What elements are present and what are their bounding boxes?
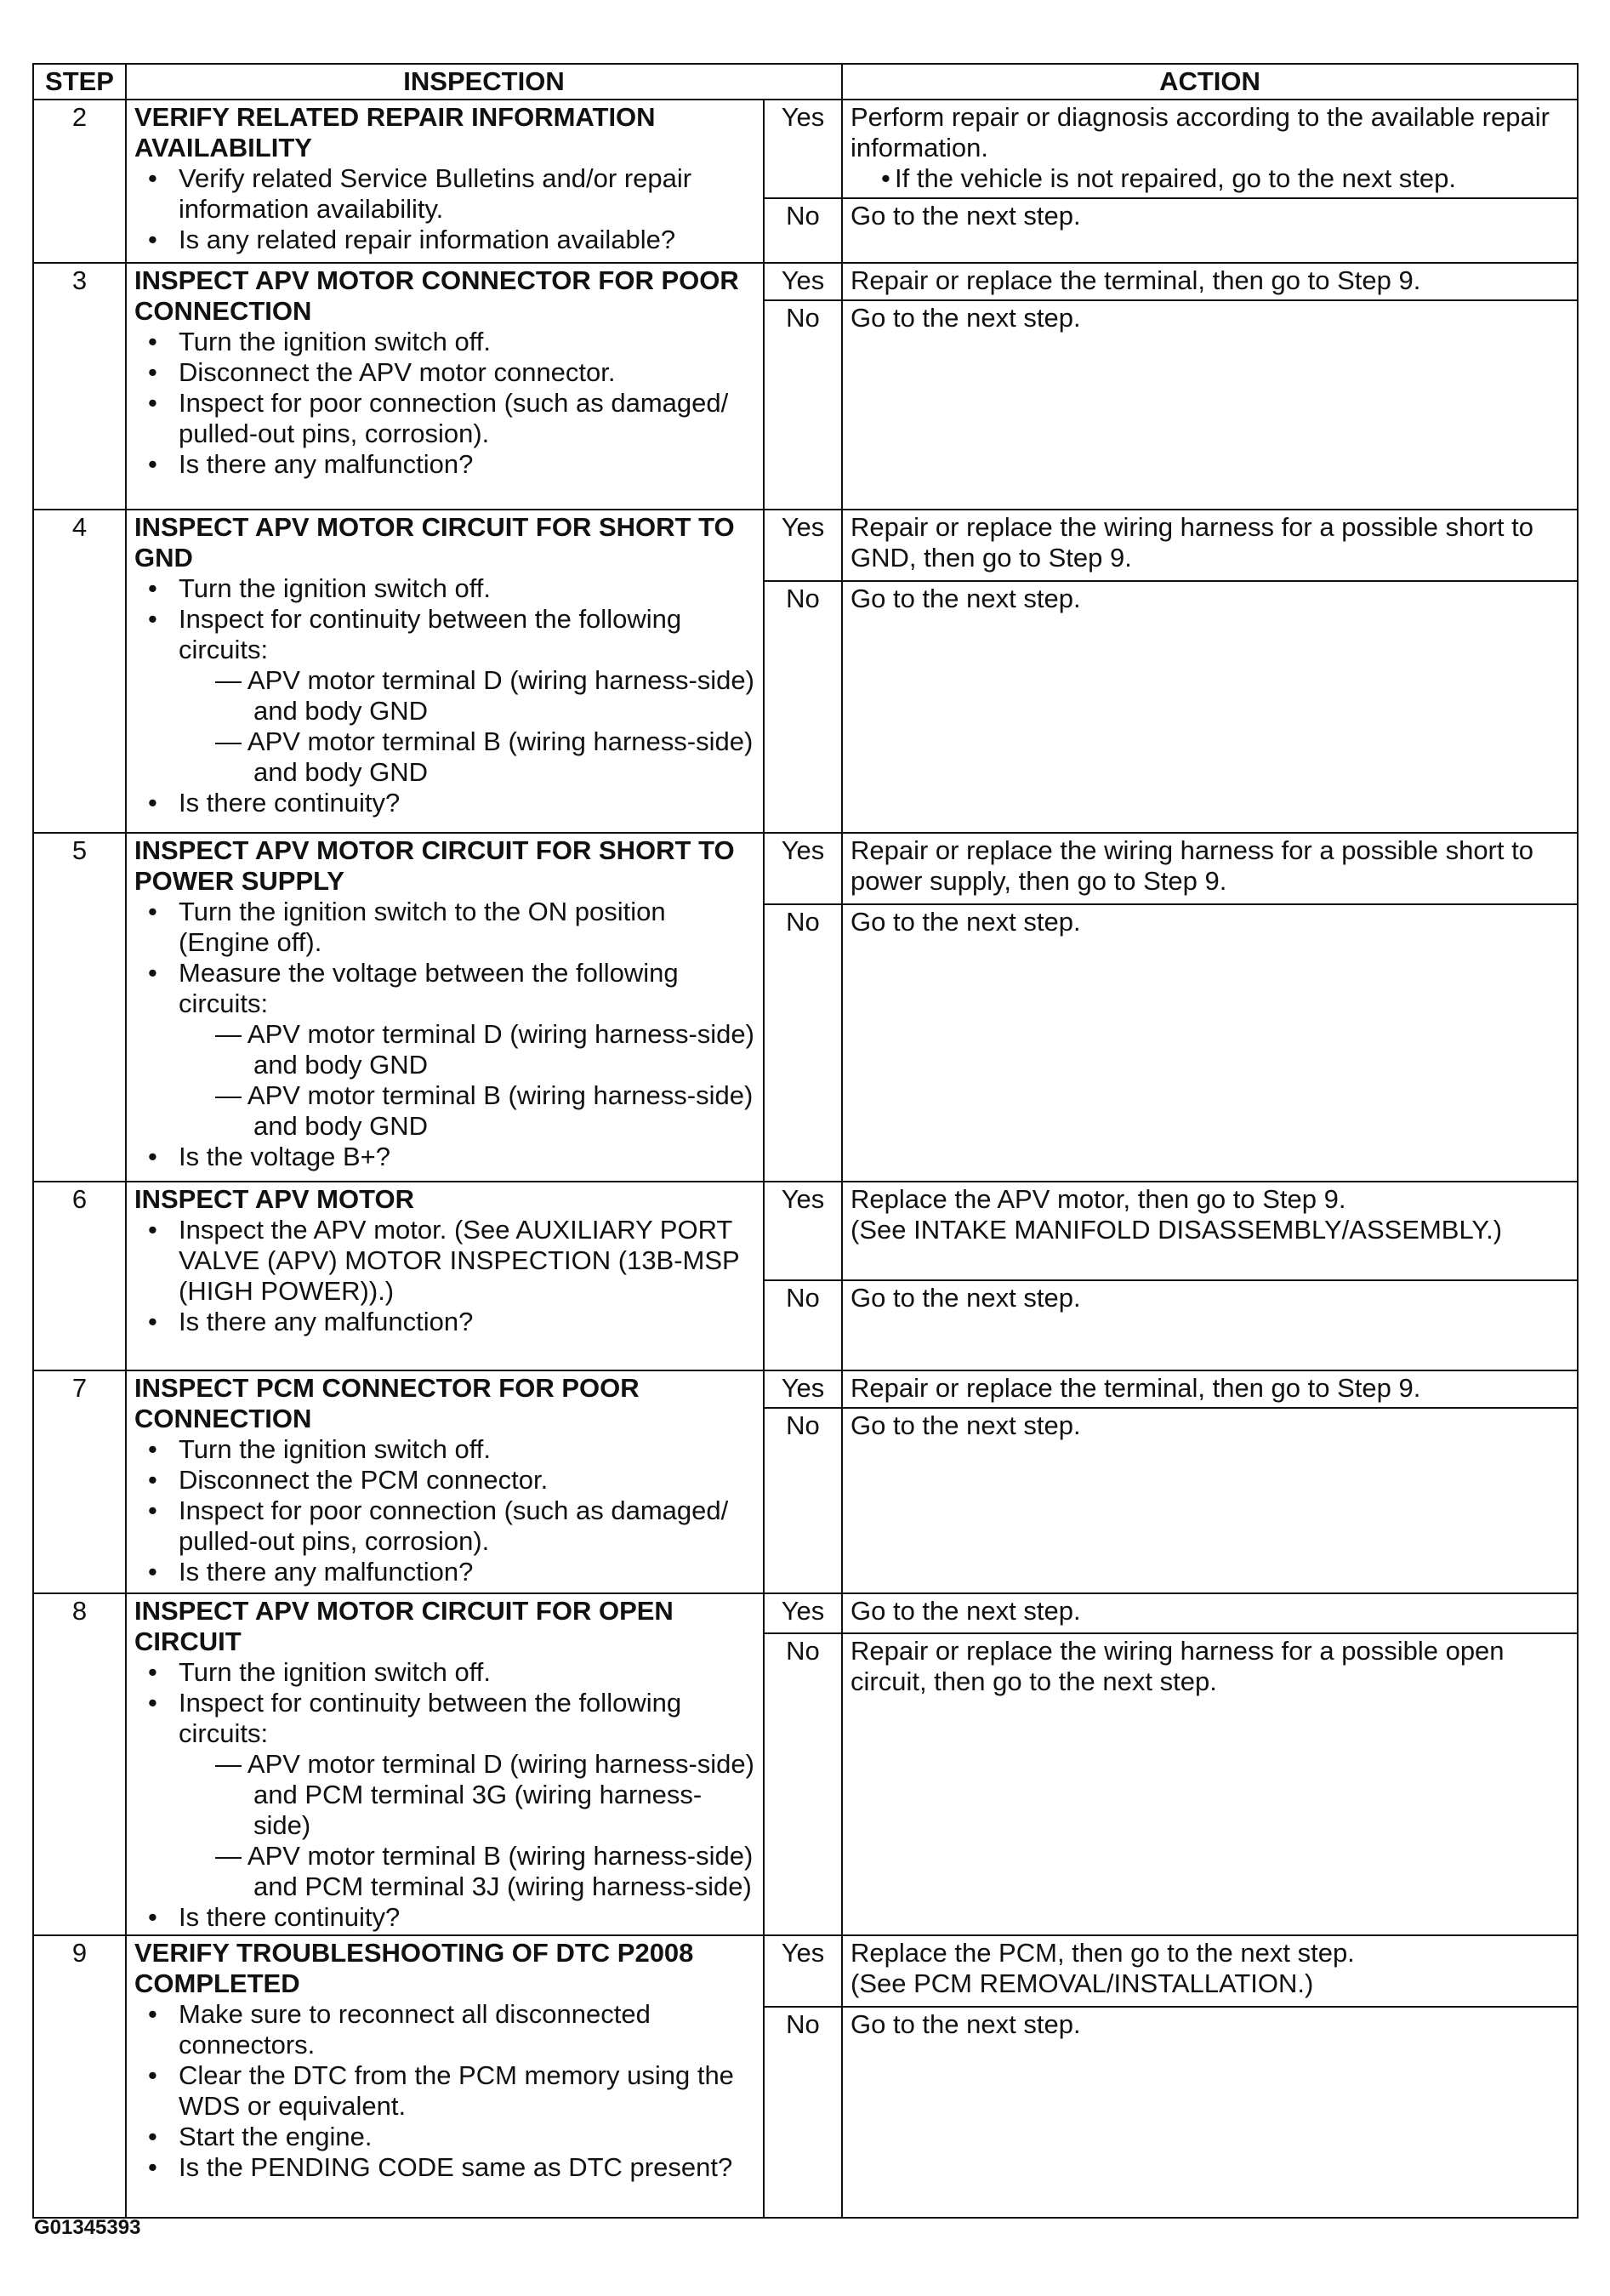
inspection-item-text: Is the voltage B+? xyxy=(179,1142,391,1171)
yes-action xyxy=(842,1935,1578,2007)
step-row-yes xyxy=(33,100,1578,198)
no-action-text: Go to the next step. xyxy=(851,2009,1081,2039)
inspection-title: INSPECT APV MOTOR xyxy=(134,1184,414,1214)
inspection-item xyxy=(134,1557,755,1587)
inspection-item xyxy=(134,1307,755,1337)
inspection-item-text: Is any related repair information available? xyxy=(179,225,676,254)
yes-action-reference: (See PCM REMOVAL/INSTALLATION.) xyxy=(851,1968,1314,1998)
step-row-yes xyxy=(33,510,1578,581)
inspection-title: INSPECT APV MOTOR CIRCUIT FOR SHORT TO GND xyxy=(134,512,735,573)
step-number: 2 xyxy=(33,100,126,263)
inspection-item-text: Verify related Service Bulletins and/or repair information availability. xyxy=(179,163,692,224)
inspection-items xyxy=(134,897,755,1172)
inspection-items xyxy=(134,163,755,255)
table-header-row xyxy=(33,64,1578,100)
inspection-subitem: — APV motor terminal D (wiring harness-side) and PCM terminal 3G (wiring harness-side) xyxy=(215,1749,754,1840)
yes-action xyxy=(842,1593,1578,1633)
step-row-yes xyxy=(33,263,1578,300)
header-inspection: INSPECTION xyxy=(126,64,842,100)
step-number: 8 xyxy=(33,1593,126,1935)
inspection-items xyxy=(134,1999,755,2183)
inspection-item-text: Inspect for continuity between the following circuits: xyxy=(179,604,682,664)
yes-action-text: Repair or replace the wiring harness for a possible short to GND, then go to Step 9. xyxy=(851,512,1533,573)
inspection-title: VERIFY RELATED REPAIR INFORMATION AVAILABILITY xyxy=(134,102,656,162)
inspection-item xyxy=(134,2122,755,2152)
inspection-title: INSPECT APV MOTOR CONNECTOR FOR POOR CONNECTION xyxy=(134,265,739,326)
step-number: 4 xyxy=(33,510,126,833)
inspection-title: INSPECT APV MOTOR CIRCUIT FOR SHORT TO POWER SUPPLY xyxy=(134,835,735,896)
inspection-subitem: — APV motor terminal D (wiring harness-side) and body GND xyxy=(215,665,754,726)
no-label: No xyxy=(764,581,842,833)
header-step: STEP xyxy=(33,64,126,100)
yes-label: Yes xyxy=(764,1935,842,2007)
inspection-item-text: Turn the ignition switch off. xyxy=(179,1657,492,1687)
inspection-subitem: — APV motor terminal B (wiring harness-side) and body GND xyxy=(215,726,754,787)
inspection-item xyxy=(134,1434,755,1465)
no-label: No xyxy=(764,1280,842,1370)
step-number: 6 xyxy=(33,1182,126,1370)
inspection-cell xyxy=(126,1935,764,2218)
step-number: 7 xyxy=(33,1370,126,1593)
no-label: No xyxy=(764,2007,842,2218)
inspection-subitems xyxy=(179,1019,755,1142)
inspection-item-text: Turn the ignition switch off. xyxy=(179,573,492,603)
inspection-title: INSPECT PCM CONNECTOR FOR POOR CONNECTION xyxy=(134,1373,640,1433)
no-action-text: Go to the next step. xyxy=(851,303,1081,333)
no-action-text: Go to the next step. xyxy=(851,584,1081,613)
inspection-item xyxy=(134,2152,755,2183)
inspection-item-text: Inspect for poor connection (such as damaged/ pulled-out pins, corrosion). xyxy=(179,1496,729,1556)
inspection-cell xyxy=(126,100,764,263)
inspection-item xyxy=(134,1496,755,1557)
inspection-item-text: Is there continuity? xyxy=(179,788,401,818)
no-action xyxy=(842,904,1578,1182)
yes-action-text: Replace the PCM, then go to the next step. xyxy=(851,1938,1355,1968)
yes-action-text: Perform repair or diagnosis according to the available repair information. xyxy=(851,102,1550,162)
no-action-text: Go to the next step. xyxy=(851,1410,1081,1440)
yes-action-bullet: • If the vehicle is not repaired, go to the next step. xyxy=(851,163,1569,194)
yes-label: Yes xyxy=(764,833,842,904)
inspection-item xyxy=(134,573,755,604)
inspection-item xyxy=(134,357,755,388)
inspection-item xyxy=(134,225,755,255)
no-action xyxy=(842,1408,1578,1593)
step-row-yes xyxy=(33,1182,1578,1280)
yes-action xyxy=(842,833,1578,904)
yes-action-text: Go to the next step. xyxy=(851,1596,1081,1626)
yes-label: Yes xyxy=(764,1182,842,1280)
inspection-item xyxy=(134,958,755,1142)
yes-action-text: Repair or replace the wiring harness for a possible short to power supply, then go to Step 9. xyxy=(851,835,1533,896)
yes-label: Yes xyxy=(764,263,842,300)
inspection-item xyxy=(134,604,755,788)
inspection-item xyxy=(134,327,755,357)
yes-action-reference: (See INTAKE MANIFOLD DISASSEMBLY/ASSEMBLY.) xyxy=(851,1215,1503,1245)
inspection-cell xyxy=(126,1593,764,1935)
step-number: 5 xyxy=(33,833,126,1182)
inspection-item-text: Inspect for poor connection (such as damaged/ pulled-out pins, corrosion). xyxy=(179,388,729,448)
inspection-subitem: — APV motor terminal D (wiring harness-side) and body GND xyxy=(215,1019,754,1080)
inspection-item xyxy=(134,388,755,449)
no-action-text: Repair or replace the wiring harness for a possible open circuit, then go to the next step. xyxy=(851,1635,1505,1696)
no-action xyxy=(842,300,1578,510)
inspection-item xyxy=(134,1142,755,1172)
inspection-item-text: Is there continuity? xyxy=(179,1902,401,1932)
inspection-item xyxy=(134,1999,755,2060)
inspection-item xyxy=(134,1657,755,1688)
yes-action xyxy=(842,1370,1578,1408)
no-action xyxy=(842,1633,1578,1935)
inspection-subitems xyxy=(179,665,755,788)
yes-action-text: Replace the APV motor, then go to Step 9. xyxy=(851,1184,1346,1214)
no-action-text: Go to the next step. xyxy=(851,201,1081,231)
inspection-item-text: Is there any malfunction? xyxy=(179,1557,474,1587)
inspection-subitem: — APV motor terminal B (wiring harness-side) and body GND xyxy=(215,1080,754,1141)
inspection-item-text: Is the PENDING CODE same as DTC present? xyxy=(179,2152,733,2182)
inspection-item-text: Disconnect the PCM connector. xyxy=(179,1465,549,1495)
inspection-items xyxy=(134,1434,755,1587)
inspection-item xyxy=(134,1902,755,1933)
no-label: No xyxy=(764,300,842,510)
no-label: No xyxy=(764,198,842,263)
step-row-yes xyxy=(33,833,1578,904)
header-action: ACTION xyxy=(842,64,1578,100)
inspection-item xyxy=(134,897,755,958)
inspection-item-text: Inspect the APV motor. (See AUXILIARY PORT VALVE (APV) MOTOR INSPECTION (13B-MSP (HIGH POWER)).) xyxy=(179,1215,740,1306)
inspection-item-text: Make sure to reconnect all disconnected connectors. xyxy=(179,1999,651,2060)
inspection-items xyxy=(134,1657,755,1933)
inspection-item xyxy=(134,163,755,225)
yes-label: Yes xyxy=(764,100,842,198)
step-row-yes xyxy=(33,1370,1578,1408)
inspection-title: INSPECT APV MOTOR CIRCUIT FOR OPEN CIRCUIT xyxy=(134,1596,674,1656)
yes-action xyxy=(842,1182,1578,1280)
step-row-yes xyxy=(33,1935,1578,2007)
figure-id: G01345393 xyxy=(34,2216,141,2239)
inspection-item-text: Is there any malfunction? xyxy=(179,449,474,479)
step-row-yes xyxy=(33,1593,1578,1633)
yes-action xyxy=(842,263,1578,300)
yes-action xyxy=(842,100,1578,198)
no-action-text: Go to the next step. xyxy=(851,1283,1081,1313)
inspection-item xyxy=(134,449,755,480)
inspection-item-text: Turn the ignition switch off. xyxy=(179,1434,492,1464)
no-label: No xyxy=(764,1633,842,1935)
yes-action-text: Repair or replace the terminal, then go to Step 9. xyxy=(851,265,1421,295)
step-number: 3 xyxy=(33,263,126,510)
inspection-items xyxy=(134,327,755,480)
no-action xyxy=(842,2007,1578,2218)
inspection-subitems xyxy=(179,1749,755,1902)
inspection-cell xyxy=(126,1182,764,1370)
inspection-item-text: Clear the DTC from the PCM memory using the WDS or equivalent. xyxy=(179,2060,734,2121)
no-label: No xyxy=(764,1408,842,1593)
inspection-item xyxy=(134,1688,755,1902)
inspection-item-text: Turn the ignition switch off. xyxy=(179,327,492,356)
inspection-item-text: Inspect for continuity between the following circuits: xyxy=(179,1688,682,1748)
step-number: 9 xyxy=(33,1935,126,2218)
inspection-items xyxy=(134,573,755,818)
no-action xyxy=(842,198,1578,263)
inspection-item xyxy=(134,1465,755,1496)
inspection-cell xyxy=(126,1370,764,1593)
inspection-items xyxy=(134,1215,755,1337)
inspection-item-text: Start the engine. xyxy=(179,2122,373,2151)
no-action xyxy=(842,1280,1578,1370)
yes-action xyxy=(842,510,1578,581)
inspection-item xyxy=(134,1215,755,1307)
inspection-item-text: Disconnect the APV motor connector. xyxy=(179,357,616,387)
no-label: No xyxy=(764,904,842,1182)
no-action xyxy=(842,581,1578,833)
inspection-cell xyxy=(126,833,764,1182)
inspection-cell xyxy=(126,263,764,510)
inspection-subitem: — APV motor terminal B (wiring harness-side) and PCM terminal 3J (wiring harness-side) xyxy=(215,1841,754,1901)
yes-action-bullets xyxy=(851,163,1569,194)
yes-label: Yes xyxy=(764,1593,842,1633)
inspection-item-text: Turn the ignition switch to the ON position (Engine off). xyxy=(179,897,666,957)
inspection-item-text: Is there any malfunction? xyxy=(179,1307,474,1336)
inspection-cell xyxy=(126,510,764,833)
yes-label: Yes xyxy=(764,1370,842,1408)
inspection-item xyxy=(134,788,755,818)
no-action-text: Go to the next step. xyxy=(851,907,1081,937)
inspection-item-text: Measure the voltage between the following circuits: xyxy=(179,958,679,1018)
yes-action-text: Repair or replace the terminal, then go to Step 9. xyxy=(851,1373,1421,1403)
inspection-title: VERIFY TROUBLESHOOTING OF DTC P2008 COMPLETED xyxy=(134,1938,694,1998)
yes-label: Yes xyxy=(764,510,842,581)
diagnostic-table xyxy=(32,63,1579,2219)
steps-body xyxy=(33,100,1578,2218)
inspection-item xyxy=(134,2060,755,2122)
